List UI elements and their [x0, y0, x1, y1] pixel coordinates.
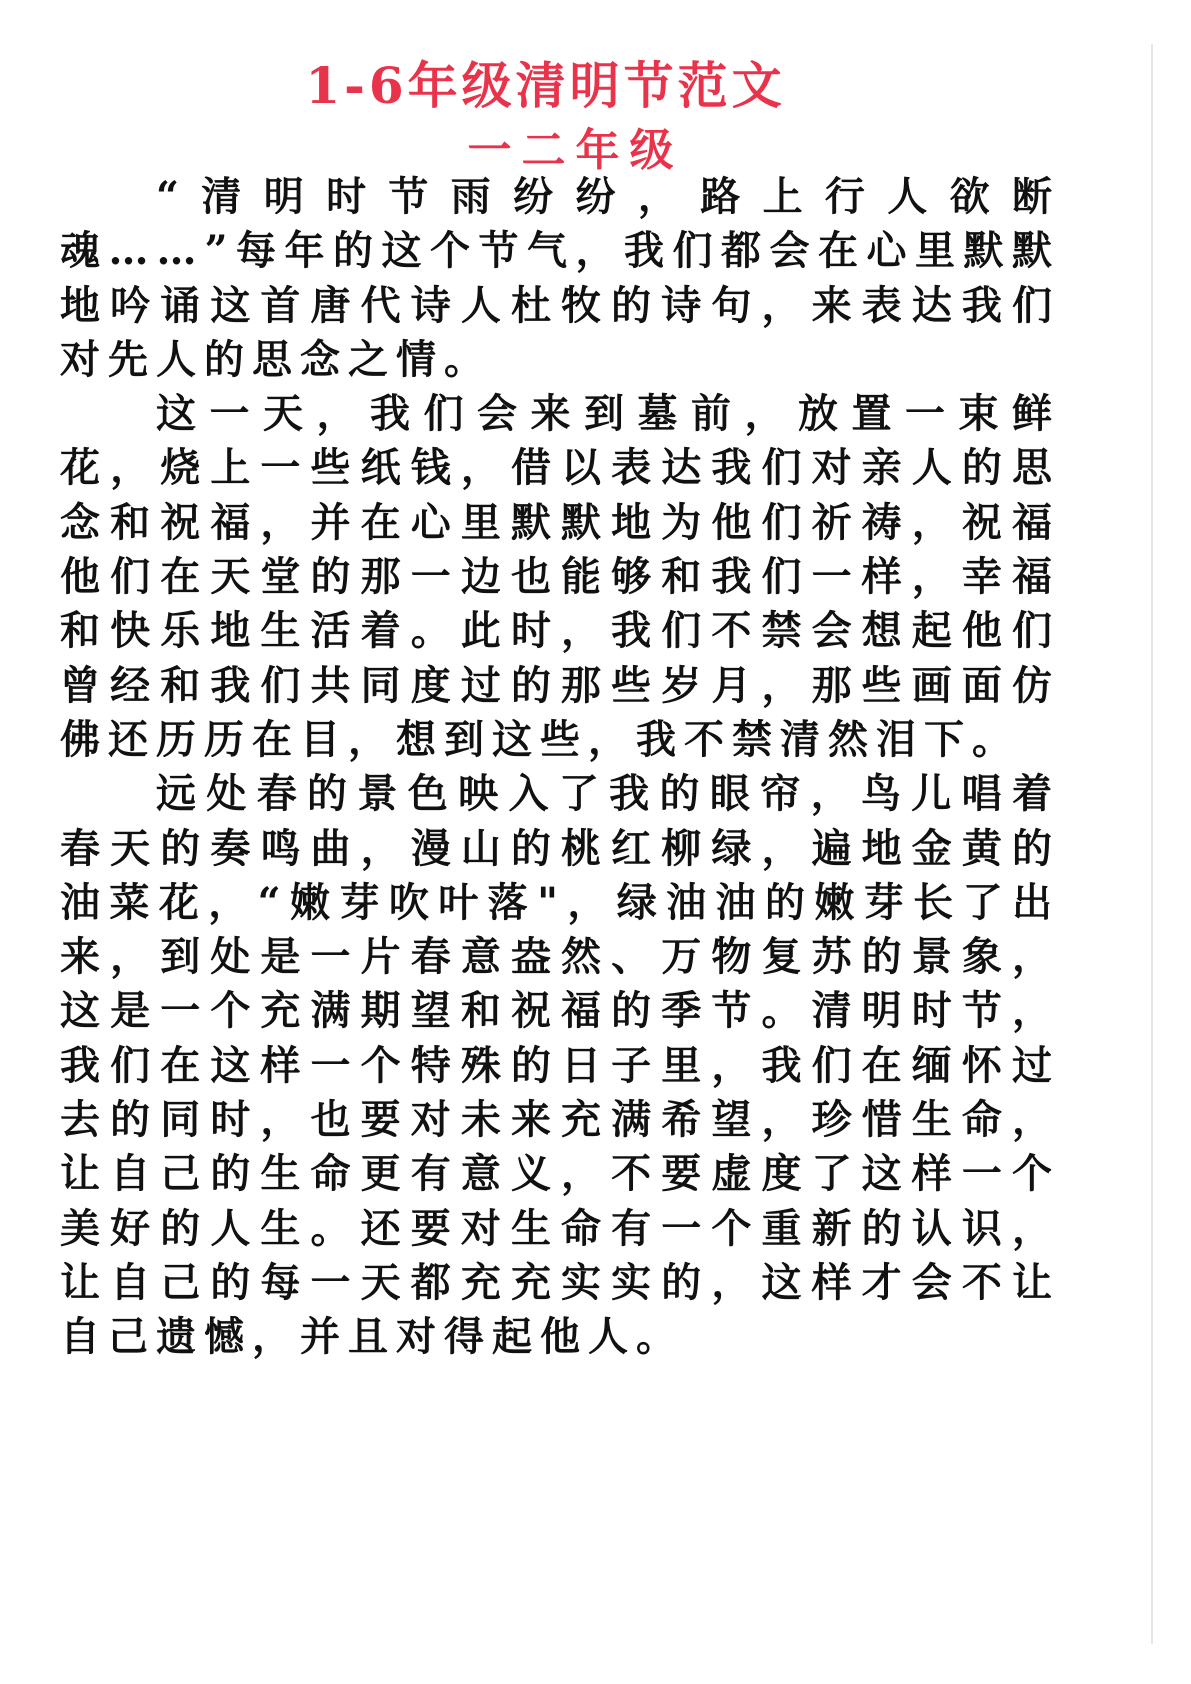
- essay-paragraph-2: 这一天，我们会来到墓前，放置一束鲜花，烧上一些纸钱，借以表达我们对亲人的思念和祝福，并在心里默默地为他们祈祷，祝福他们在天堂的那一边也能够和我们一样，幸福和快乐地生活着。此时，我们不禁会想起他们曾经和我们共同度过的那些岁月，那些画面仿佛还历历在目，想到这些，我不禁清然泪下。: [60, 390, 1060, 763]
- essay-paragraph-1: “清明时节雨纷纷，路上行人欲断魂……”每年的这个节气，我们都会在心里默默地吟诵这首唐代诗人杜牧的诗句，来表达我们对先人的思念之情。: [60, 173, 1060, 383]
- page-edge-line: [1151, 44, 1153, 1644]
- document-title: 1-6年级清明节范文: [305, 56, 786, 115]
- essay-body: [60, 170, 1060, 1365]
- essay-paragraph-3: 远处春的景色映入了我的眼帘，鸟儿唱着春天的奏鸣曲，漫山的桃红柳绿，遍地金黄的油菜花，“嫩芽吹叶落"，绿油油的嫩芽长了出来，到处是一片春意盎然、万物复苏的景象，这是一个充满期望和祝福的季节。清明时节，我们在这样一个特殊的日子里，我们在缅怀过去的同时，也要对未来充满希望，珍惜生命，让自己的生命更有意义，不要虚度了这样一个美好的人生。还要对生命有一个重新的认识，让自己的每一天都充充实实的，这样才会不让自己遗憾，并且对得起他人。: [60, 770, 1060, 1361]
- document-subtitle: 一二年级: [467, 125, 684, 176]
